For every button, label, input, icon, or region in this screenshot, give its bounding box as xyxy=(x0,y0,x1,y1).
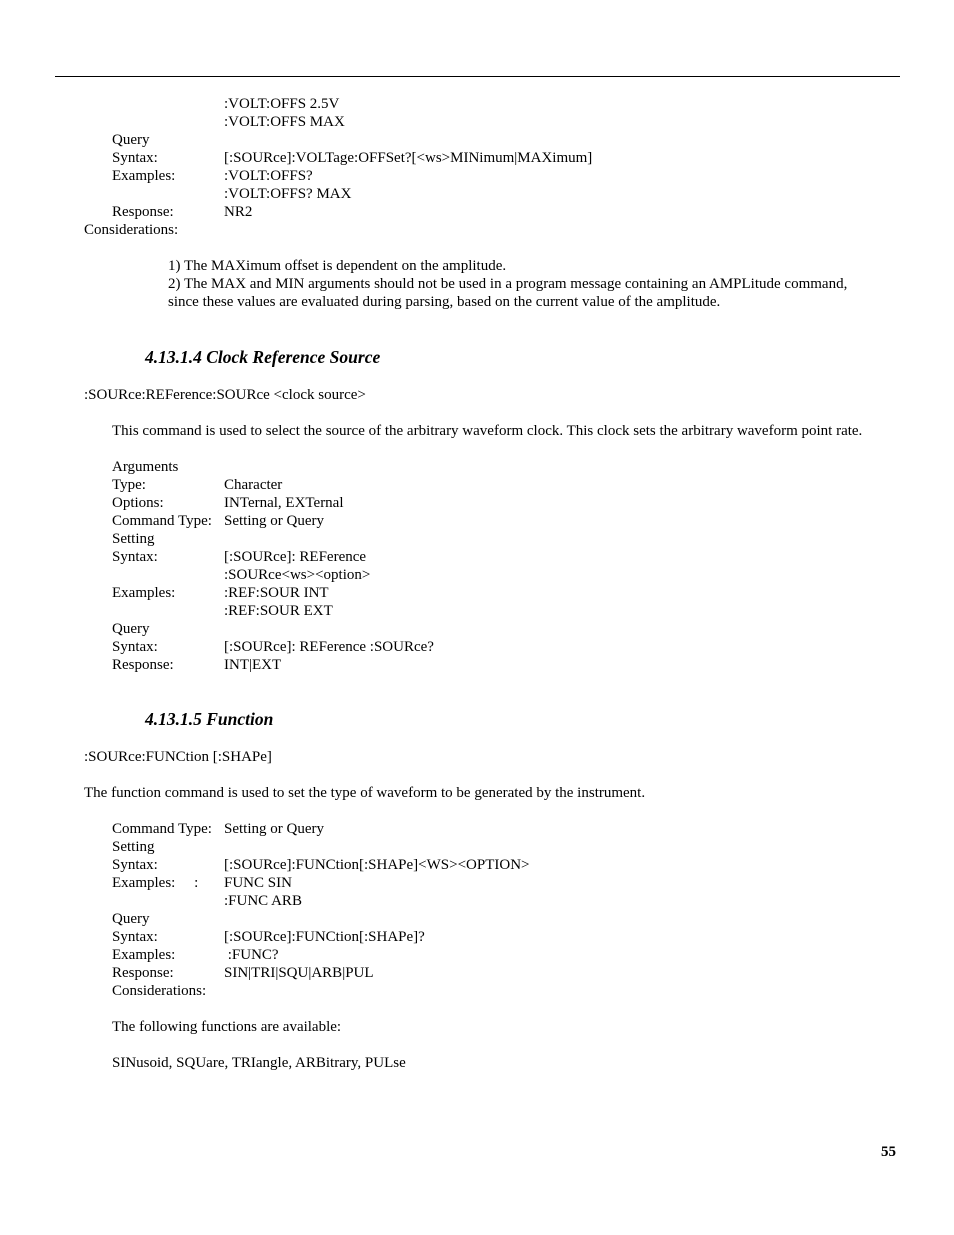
field-value: FUNC SIN xyxy=(224,875,292,891)
field-label: Response: xyxy=(112,657,174,673)
consideration-item: since these values are evaluated during parsing, based on the current value of the amplitude. xyxy=(168,294,721,310)
field-value: INT|EXT xyxy=(224,657,282,673)
field-value: [:SOURce]:VOLTage:OFFSet?[<ws>MINimum|MAXimum] xyxy=(224,150,593,166)
field-value: :FUNC? xyxy=(224,947,279,963)
field-label: Examples: xyxy=(112,585,176,601)
field-label: Arguments xyxy=(112,459,179,475)
field-label: Response: xyxy=(112,965,174,981)
field-value: INTernal, EXTernal xyxy=(224,495,344,511)
field-value: NR2 xyxy=(224,204,253,220)
section-heading: 4.13.1.4 Clock Reference Source xyxy=(145,347,381,367)
field-value: :VOLT:OFFS? MAX xyxy=(224,186,352,202)
description: The function command is used to set the type of waveform to be generated by the instrument. xyxy=(84,785,646,801)
field-value: :REF:SOUR EXT xyxy=(224,603,333,619)
field-label: Examples: xyxy=(112,168,176,184)
field-value: Setting or Query xyxy=(224,821,324,837)
consideration-item: 1) The MAXimum offset is dependent on the amplitude. xyxy=(168,258,507,274)
command-syntax: :SOURce:REFerence:SOURce <clock source> xyxy=(84,387,366,403)
section-heading: 4.13.1.5 Function xyxy=(145,709,274,729)
field-label: Query xyxy=(112,132,150,148)
field-value: [:SOURce]: REFerence :SOURce? xyxy=(224,639,434,655)
field-value: :REF:SOUR INT xyxy=(224,585,329,601)
field-value: SIN|TRI|SQU|ARB|PUL xyxy=(224,965,374,981)
field-value: Setting or Query xyxy=(224,513,324,529)
page-number: 55 xyxy=(881,1144,896,1160)
field-label: Response: xyxy=(112,204,174,220)
example-line: :VOLT:OFFS 2.5V xyxy=(224,96,340,112)
field-label: Considerations: xyxy=(84,222,179,238)
example-line: :VOLT:OFFS MAX xyxy=(224,114,345,130)
field-value: :FUNC ARB xyxy=(224,893,302,909)
consideration-item: 2) The MAX and MIN arguments should not be used in a program message containing an AMPLitude command, xyxy=(168,276,848,292)
field-label: Query xyxy=(112,621,150,637)
paragraph: The following functions are available: xyxy=(112,1019,342,1035)
field-label: Query xyxy=(112,911,150,927)
field-value: :SOURce<ws><option> xyxy=(224,567,371,583)
field-label: Command Type: xyxy=(112,513,212,529)
field-label: Considerations: xyxy=(112,983,207,999)
field-value: [:SOURce]:FUNCtion[:SHAPe]<WS><OPTION> xyxy=(224,857,530,873)
field-value: [:SOURce]:FUNCtion[:SHAPe]? xyxy=(224,929,425,945)
field-label: Examples: xyxy=(112,947,176,963)
field-label: Options: xyxy=(112,495,164,511)
field-label: Setting xyxy=(112,531,155,547)
field-label: Setting xyxy=(112,839,155,855)
field-value: Character xyxy=(224,477,283,493)
field-label: Syntax: xyxy=(112,857,158,873)
field-label: Syntax: xyxy=(112,150,158,166)
header-rule xyxy=(55,76,900,77)
paragraph: SINusoid, SQUare, TRIangle, ARBitrary, PULse xyxy=(112,1055,406,1071)
field-label: Examples: : xyxy=(112,875,199,891)
field-value: [:SOURce]: REFerence xyxy=(224,549,367,565)
field-label: Syntax: xyxy=(112,929,158,945)
field-label: Type: xyxy=(112,477,146,493)
field-value: :VOLT:OFFS? xyxy=(224,168,313,184)
command-syntax: :SOURce:FUNCtion [:SHAPe] xyxy=(84,749,272,765)
description: This command is used to select the source of the arbitrary waveform clock. This clock sets the arbitrary waveform point rate. xyxy=(112,423,863,439)
field-label: Command Type: xyxy=(112,821,212,837)
field-label: Syntax: xyxy=(112,549,158,565)
field-label: Syntax: xyxy=(112,639,158,655)
